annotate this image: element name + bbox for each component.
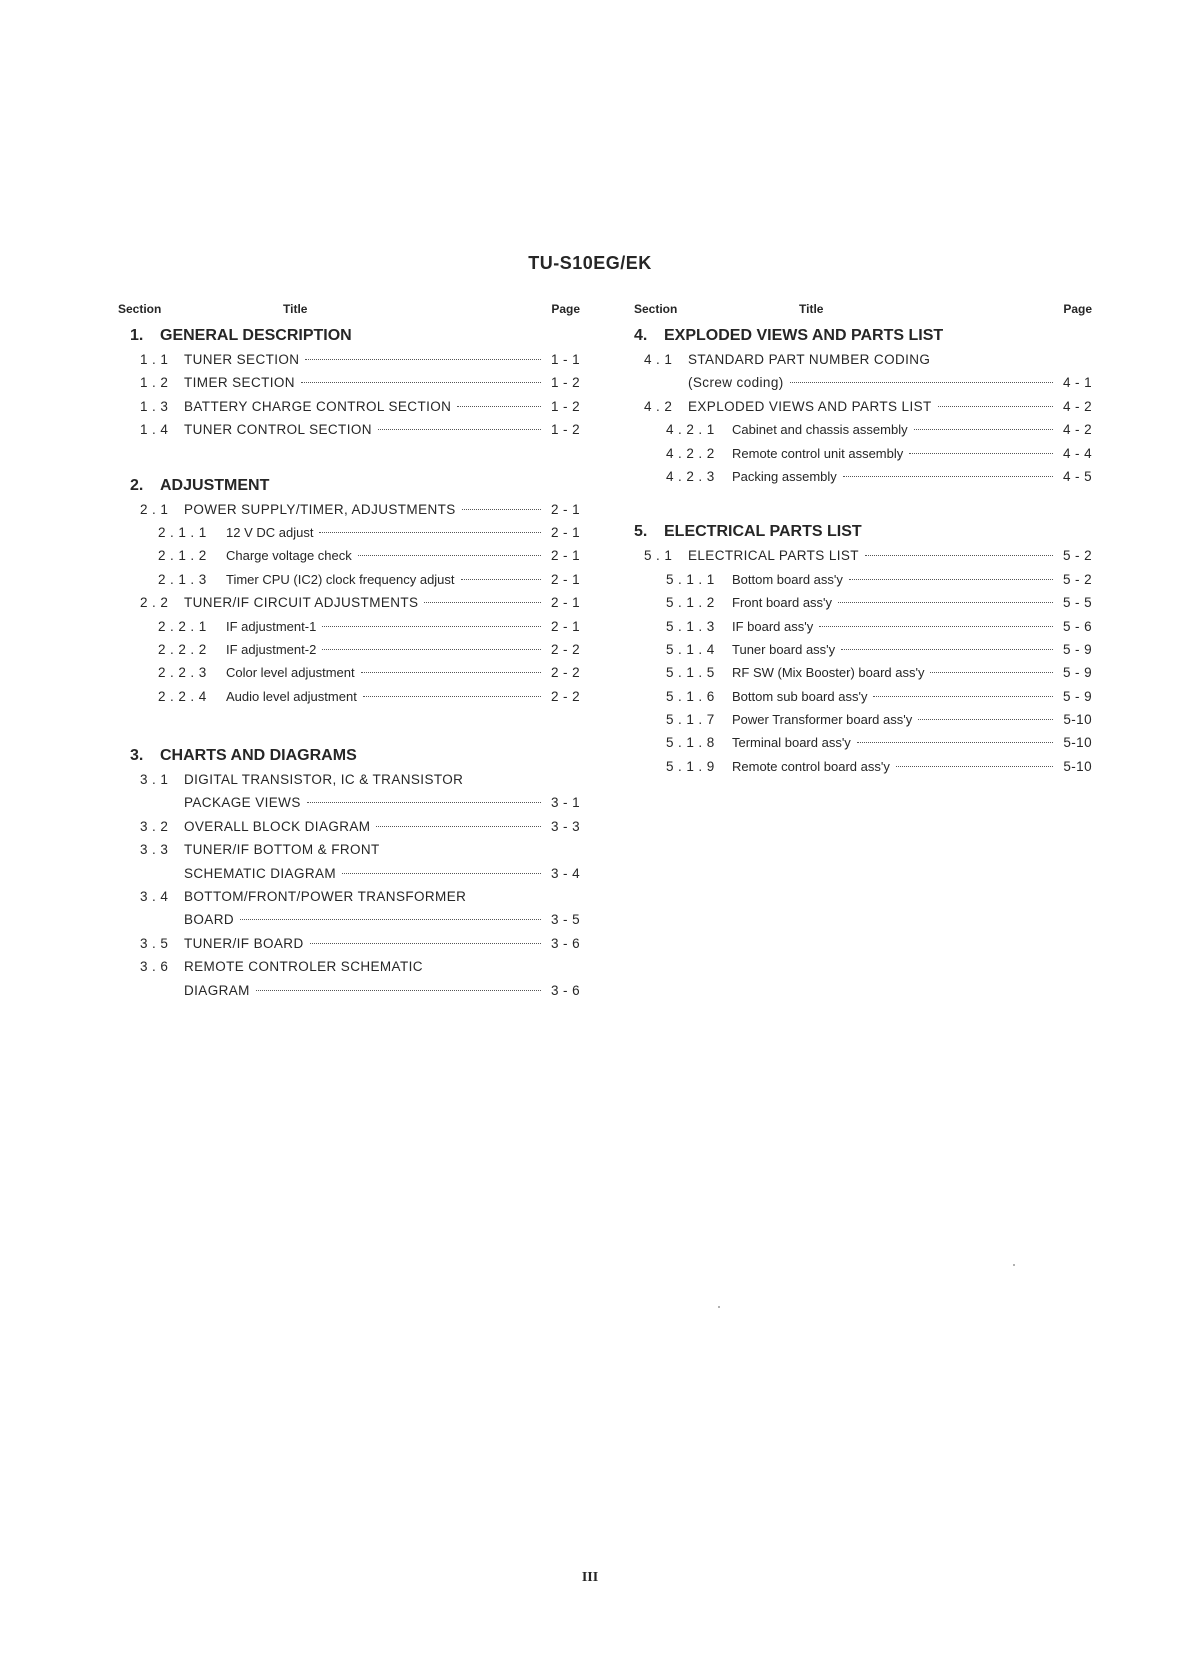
toc-entry[interactable] [118, 498, 580, 521]
toc-entry-number: 1 . 3 [140, 398, 169, 414]
toc-entry-number: 2 . 1 . 2 [158, 548, 207, 564]
toc-entry[interactable] [634, 615, 1092, 638]
toc-entry-number: 2 . 2 . 2 [158, 641, 207, 657]
dot-leader [838, 602, 1053, 603]
dot-leader [307, 802, 541, 803]
toc-entry-number: 1 . 4 [140, 422, 169, 438]
toc-entry-page: 5 - 9 [1062, 641, 1092, 657]
toc-entry-page: 5 - 2 [1062, 548, 1092, 564]
toc-entry-number: 2 . 1 . 1 [158, 524, 207, 540]
page-number: III [581, 1570, 599, 1585]
toc-entry-number: 1 . 1 [140, 352, 169, 367]
toc-entry-number: 5 . 1 [644, 548, 673, 564]
dot-leader [843, 476, 1053, 477]
toc-entry[interactable] [118, 908, 580, 931]
toc-entry-number: 5 . 1 . 5 [666, 665, 715, 681]
toc-entry[interactable] [634, 591, 1092, 614]
scan-speck [718, 1306, 720, 1308]
dot-leader [930, 672, 1053, 673]
toc-entry-page: 5 - 5 [1062, 595, 1092, 611]
toc-group-title: ADJUSTMENT [160, 476, 270, 494]
toc-entry-page: 2 - 2 [550, 688, 580, 704]
dot-leader [358, 555, 541, 556]
toc-entry-title: Front board ass'y [732, 595, 833, 611]
toc-group-number: 4. [634, 327, 648, 344]
toc-entry-title: Power Transformer board ass'y [732, 712, 913, 728]
toc-entry-number: 5 . 1 . 2 [666, 595, 715, 611]
dot-leader [361, 672, 541, 673]
toc-entry[interactable] [634, 755, 1092, 778]
toc-entry-page: 3 - 4 [550, 865, 580, 881]
toc-entry-number: 5 . 1 . 1 [666, 571, 715, 587]
toc-entry-number: 1 . 2 [140, 375, 169, 391]
toc-entry[interactable] [118, 862, 580, 885]
header-title: Title [799, 302, 824, 316]
dot-leader [363, 696, 541, 697]
dot-leader [342, 873, 541, 874]
toc-entry-page: 3 - 5 [550, 912, 580, 928]
toc-entry-title: POWER SUPPLY/TIMER, ADJUSTMENTS [184, 501, 456, 517]
toc-entry-page: 2 - 1 [550, 501, 580, 517]
toc-entry[interactable] [118, 418, 580, 441]
toc-entry-number: 2 . 2 . 3 [158, 665, 207, 681]
toc-entry[interactable] [118, 591, 580, 614]
toc-entry-number: 2 . 2 [140, 595, 169, 611]
toc-group-number: 3. [130, 747, 144, 765]
toc-entry-title: PACKAGE VIEWS [184, 795, 301, 811]
header-section: Section [634, 302, 678, 316]
dot-leader [841, 649, 1053, 650]
toc-entry-number: 5 . 1 . 3 [666, 618, 715, 634]
toc-entry-page: 4 - 1 [1062, 375, 1092, 391]
toc-entry-title: TUNER CONTROL SECTION [184, 422, 372, 438]
header-page: Page [1063, 302, 1092, 316]
toc-entry[interactable] [634, 371, 1092, 394]
dot-leader [914, 429, 1053, 430]
dot-leader [376, 826, 541, 827]
dot-leader [873, 696, 1053, 697]
toc-entry[interactable] [634, 731, 1092, 754]
toc-entry-page: 3 - 6 [550, 935, 580, 951]
toc-entry-page: 2 - 2 [550, 641, 580, 657]
toc-group-number: 1. [130, 327, 144, 344]
dot-leader [301, 382, 541, 383]
toc-entry[interactable] [634, 348, 1092, 371]
toc-entry-number: 3 . 2 [140, 818, 169, 834]
toc-entry-title: IF board ass'y [732, 618, 814, 634]
toc-group-heading [634, 520, 1092, 544]
toc-entry[interactable] [634, 661, 1092, 684]
toc-entry[interactable] [634, 442, 1092, 465]
toc-entry-page: 4 - 4 [1062, 445, 1092, 461]
toc-entry-page: 5 - 2 [1062, 571, 1092, 587]
toc-entry[interactable] [118, 768, 580, 791]
toc-entry-title: BATTERY CHARGE CONTROL SECTION [184, 398, 452, 414]
dot-leader [461, 579, 541, 580]
toc-group-heading [634, 324, 1092, 348]
toc-right-groups [634, 324, 1092, 778]
header-section: Section [118, 302, 162, 316]
toc-entry[interactable] [118, 395, 580, 418]
toc-entry-title: 12 V DC adjust [226, 524, 314, 540]
toc-entry-page: 2 - 2 [550, 665, 580, 681]
toc-entry-number: 4 . 2 . 1 [666, 422, 715, 438]
toc-entry-title: BOARD [184, 912, 235, 928]
toc-entry[interactable] [634, 568, 1092, 591]
toc-entry-title: SCHEMATIC DIAGRAM [184, 865, 337, 881]
toc-entry-title: Audio level adjustment [226, 688, 357, 704]
dot-leader [240, 919, 541, 920]
toc-entry-title: Tuner board ass'y [732, 641, 836, 657]
toc-entry-number: 5 . 1 . 9 [666, 758, 715, 774]
dot-leader [819, 626, 1053, 627]
toc-entry[interactable] [118, 838, 580, 861]
toc-entry[interactable] [118, 638, 580, 661]
toc-entry-number: 4 . 2 . 2 [666, 445, 715, 461]
dot-leader [322, 649, 541, 650]
toc-entry-title: TUNER/IF CIRCUIT ADJUSTMENTS [184, 595, 419, 611]
toc-group-number: 5. [634, 523, 648, 541]
toc-entry-number: 5 . 1 . 7 [666, 712, 715, 728]
dot-leader [938, 406, 1053, 407]
toc-entry-title: EXPLODED VIEWS AND PARTS LIST [688, 398, 932, 414]
toc-entry-number: 2 . 1 . 3 [158, 571, 207, 587]
dot-leader [849, 579, 1053, 580]
toc-group-heading [118, 324, 580, 348]
toc-left-column [118, 300, 580, 1002]
toc-entry-number: 5 . 1 . 8 [666, 735, 715, 751]
toc-entry-page: 4 - 2 [1062, 398, 1092, 414]
toc-group-title: GENERAL DESCRIPTION [160, 327, 352, 344]
toc-group [634, 520, 1092, 778]
column-header-left [118, 300, 580, 320]
toc-entry[interactable] [118, 615, 580, 638]
toc-entry-title: (Screw coding) [688, 375, 784, 391]
toc-entry-page: 2 - 1 [550, 595, 580, 611]
toc-entry-title: STANDARD PART NUMBER CODING [688, 352, 931, 367]
toc-entry-page: 5 - 9 [1062, 688, 1092, 704]
toc-entry[interactable] [634, 708, 1092, 731]
toc-entry[interactable] [118, 979, 580, 1002]
dot-leader [319, 532, 541, 533]
dot-leader [909, 453, 1053, 454]
toc-entry-page: 5 - 9 [1062, 665, 1092, 681]
toc-entry-number: 5 . 1 . 4 [666, 641, 715, 657]
toc-entry-number: 4 . 1 [644, 352, 673, 367]
toc-entry[interactable] [118, 544, 580, 567]
toc-group [634, 324, 1092, 488]
toc-entry-title: DIGITAL TRANSISTOR, IC & TRANSISTOR [184, 772, 464, 788]
dot-leader [918, 719, 1053, 720]
toc-entry-title: Terminal board ass'y [732, 735, 851, 751]
toc-entry-number: 3 . 3 [140, 842, 169, 858]
document-title: TU-S10EG/EK [528, 253, 652, 273]
toc-entry-title: ELECTRICAL PARTS LIST [688, 548, 859, 564]
toc-group [118, 324, 580, 442]
toc-entry-number: 3 . 4 [140, 889, 169, 905]
toc-entry[interactable] [118, 568, 580, 591]
header-page: Page [551, 302, 580, 316]
toc-entry-number: 3 . 5 [140, 935, 169, 951]
dot-leader [790, 382, 1053, 383]
dot-leader [457, 406, 541, 407]
toc-entry[interactable] [118, 685, 580, 708]
toc-entry-page: 4 - 2 [1062, 422, 1092, 438]
toc-entry[interactable] [118, 348, 580, 371]
toc-entry[interactable] [118, 932, 580, 955]
toc-left-groups [118, 324, 580, 1002]
toc-entry[interactable] [634, 395, 1092, 418]
toc-entry-title: TUNER SECTION [184, 352, 300, 367]
toc-entry[interactable] [634, 418, 1092, 441]
toc-group-number: 2. [130, 476, 144, 494]
toc-right-column [634, 300, 1092, 778]
toc-entry-title: Timer CPU (IC2) clock frequency adjust [226, 571, 455, 587]
toc-entry-page: 4 - 5 [1062, 468, 1092, 484]
dot-leader [256, 990, 541, 991]
toc-entry-title: IF adjustment-1 [226, 618, 317, 634]
toc-entry-number: 3 . 1 [140, 772, 169, 788]
toc-entry-title: TIMER SECTION [184, 375, 295, 391]
toc-entry[interactable] [118, 955, 580, 978]
toc-entry-title: TUNER/IF BOTTOM & FRONT [184, 842, 380, 858]
toc-entry[interactable] [634, 638, 1092, 661]
toc-entry-title: Bottom board ass'y [732, 571, 843, 587]
toc-entry[interactable] [118, 521, 580, 544]
toc-entry-title: Bottom sub board ass'y [732, 688, 868, 704]
scan-speck [1013, 1264, 1015, 1266]
toc-entry-number: 4 . 2 . 3 [666, 468, 715, 484]
toc-entry-title: Remote control unit assembly [732, 445, 904, 461]
header-title: Title [283, 302, 308, 316]
toc-entry[interactable] [634, 685, 1092, 708]
toc-entry[interactable] [634, 465, 1092, 488]
toc-entry-page: 1 - 2 [550, 375, 580, 391]
toc-entry-page: 2 - 1 [550, 618, 580, 634]
dot-leader [865, 555, 1053, 556]
toc-entry-title: Charge voltage check [226, 548, 352, 564]
toc-entry-page: 5 - 6 [1062, 618, 1092, 634]
toc-entry[interactable] [634, 544, 1092, 567]
toc-entry-title: Color level adjustment [226, 665, 355, 681]
toc-entry-page: 3 - 3 [550, 818, 580, 834]
toc-group-title: CHARTS AND DIAGRAMS [160, 747, 357, 765]
toc-entry-page: 1 - 2 [550, 422, 580, 438]
toc-entry[interactable] [118, 885, 580, 908]
toc-entry[interactable] [118, 661, 580, 684]
toc-entry-page: 2 - 1 [550, 548, 580, 564]
toc-entry-page: 5-10 [1063, 735, 1092, 751]
toc-group-title: ELECTRICAL PARTS LIST [664, 523, 862, 541]
toc-entry-page: 2 - 1 [550, 571, 580, 587]
toc-entry-title: REMOTE CONTROLER SCHEMATIC [184, 959, 423, 975]
toc-entry-title: DIAGRAM [184, 982, 250, 998]
toc-entry-title: IF adjustment-2 [226, 641, 317, 657]
dot-leader [857, 742, 1053, 743]
toc-entry-number: 5 . 1 . 6 [666, 688, 715, 704]
toc-entry-number: 4 . 2 [644, 398, 673, 414]
toc-group-heading [118, 474, 580, 498]
dot-leader [322, 626, 541, 627]
dot-leader [378, 429, 541, 430]
toc-entry-title: Remote control board ass'y [732, 758, 890, 774]
toc-group-heading [118, 744, 580, 768]
toc-entry-page: 1 - 1 [550, 352, 580, 367]
toc-entry-title: RF SW (Mix Booster) board ass'y [732, 665, 925, 681]
toc-entry-title: TUNER/IF BOARD [184, 935, 304, 951]
dot-leader [424, 602, 541, 603]
toc-entry-number: 2 . 2 . 1 [158, 618, 207, 634]
dot-leader [896, 766, 1053, 767]
toc-entry-title: OVERALL BLOCK DIAGRAM [184, 818, 371, 834]
toc-entry[interactable] [118, 371, 580, 394]
toc-group-title: EXPLODED VIEWS AND PARTS LIST [664, 327, 944, 344]
column-header-right [634, 300, 1092, 320]
dot-leader [462, 509, 541, 510]
toc-entry-title: Packing assembly [732, 468, 837, 484]
toc-entry[interactable] [118, 815, 580, 838]
dot-leader [310, 943, 541, 944]
dot-leader [305, 359, 541, 360]
toc-entry-page: 5-10 [1063, 712, 1092, 728]
toc-group [118, 744, 580, 1002]
toc-entry-number: 3 . 6 [140, 959, 169, 975]
toc-entry-page: 3 - 1 [550, 795, 580, 811]
toc-entry-page: 3 - 6 [550, 982, 580, 998]
toc-entry-number: 2 . 2 . 4 [158, 688, 207, 704]
toc-entry-title: Cabinet and chassis assembly [732, 422, 908, 438]
toc-entry-page: 1 - 2 [550, 398, 580, 414]
toc-entry-number: 2 . 1 [140, 501, 169, 517]
toc-entry[interactable] [118, 791, 580, 814]
toc-entry-title: BOTTOM/FRONT/POWER TRANSFORMER [184, 889, 467, 905]
toc-group [118, 474, 580, 709]
toc-entry-page: 2 - 1 [550, 524, 580, 540]
toc-entry-page: 5-10 [1063, 758, 1092, 774]
